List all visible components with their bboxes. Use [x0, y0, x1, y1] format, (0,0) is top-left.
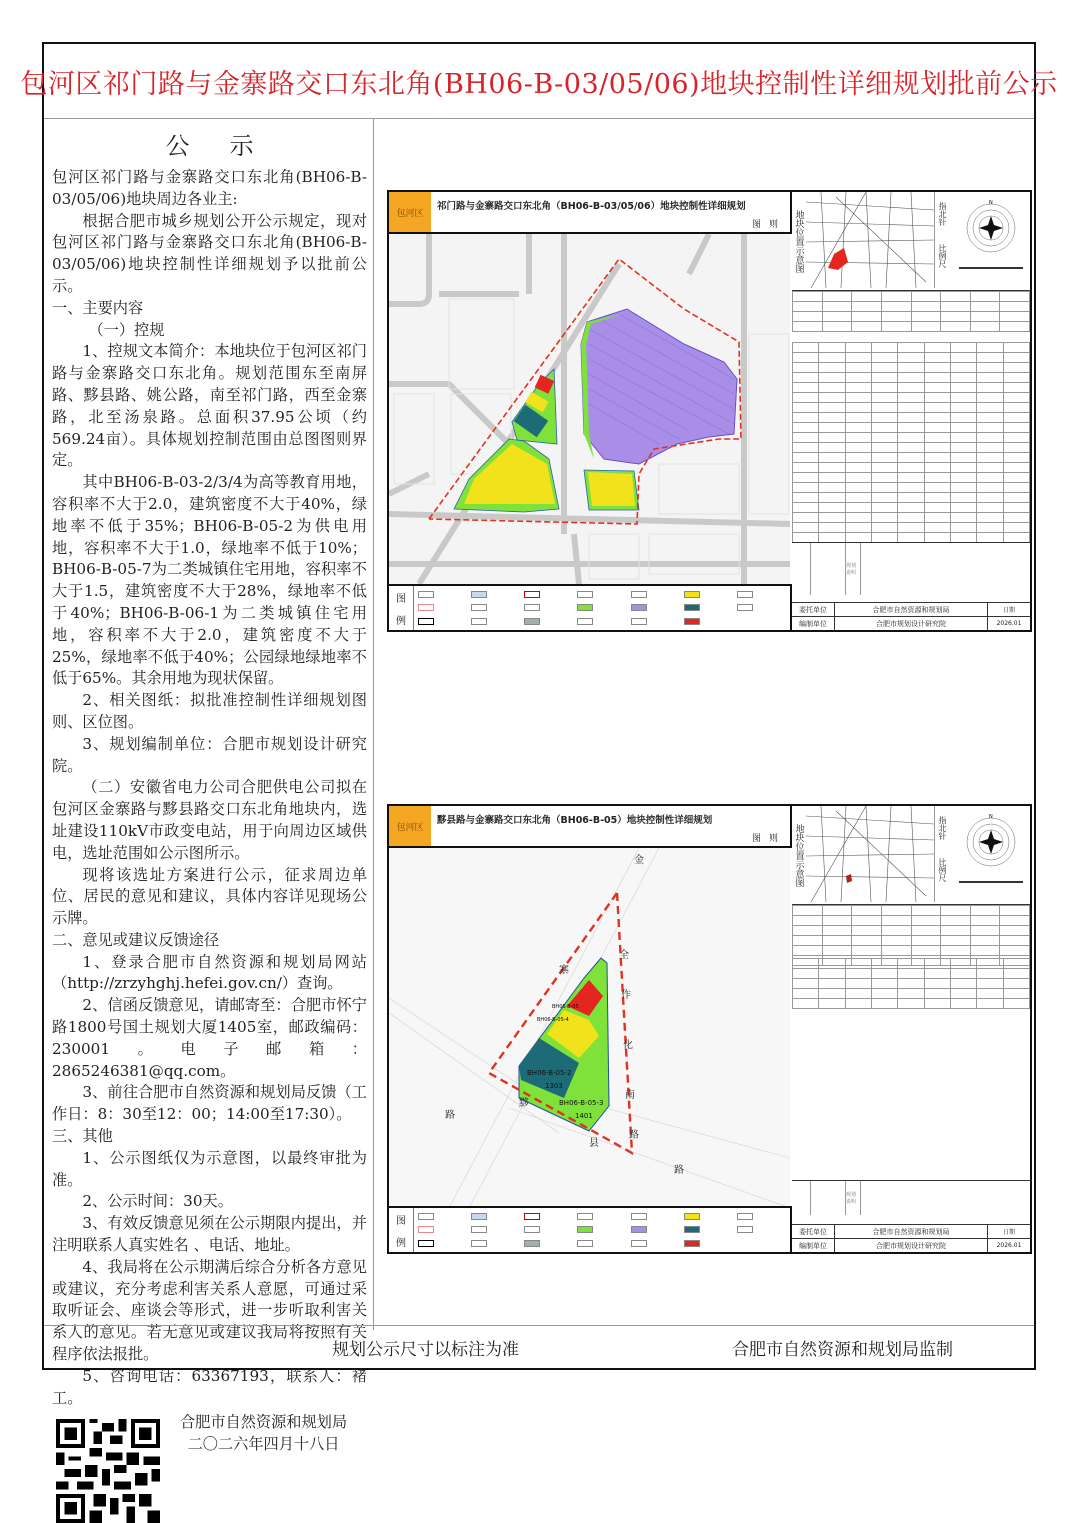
notice-paragraph: 三、其他: [52, 1127, 113, 1146]
notice-paragraph: （一）控规: [88, 320, 165, 339]
notice-text-column: [44, 118, 374, 1454]
drawing-subtitle: 图则: [751, 834, 786, 844]
compass-label: 指北针: [938, 816, 947, 840]
plan-drawing-2: [387, 804, 1032, 1254]
svg-text:BH06-B-05-4: BH06-B-05-4: [537, 1017, 569, 1023]
notice-paragraph: 2、相关图纸：拟批准控制性详细规划图则、区位图。: [52, 691, 367, 731]
notice-paragraph: 二、意见或建议反馈途径: [52, 930, 220, 949]
plan-map[interactable]: [389, 234, 790, 584]
date-label: 日期: [1002, 607, 1015, 614]
drawing-header: [389, 806, 792, 848]
notice-paragraph: 1、公示图纸仅为示意图，以最终审批为准。: [52, 1148, 367, 1189]
client-label: 委托单位: [792, 603, 835, 616]
control-index-table: [792, 905, 1030, 966]
client-value: 合肥市自然资源和规划局: [835, 1225, 988, 1238]
notice-heading: 公示: [165, 132, 294, 160]
notice-paragraph: 3、前往合肥市自然资源和规划局反馈（工作日：8：30至12：00；14:00至17:30）。: [52, 1083, 367, 1124]
drawing-title: 祁门路与金寨路交口东北角（BH06-B-03/05/06）地块控制性详细规划: [437, 201, 746, 212]
client-value: 合肥市自然资源和规划局: [835, 603, 988, 616]
signature-block: [52, 1413, 367, 1523]
location-block: [792, 806, 1030, 905]
location-block: [792, 192, 1030, 291]
date-label: 日期: [1002, 1229, 1015, 1236]
legend-grid: [414, 586, 790, 630]
svg-text:BH06-B-05: BH06-B-05: [552, 1004, 579, 1010]
drawing-sidebar: [792, 192, 1030, 630]
svg-text:全: 全: [619, 950, 629, 961]
location-minimap[interactable]: [806, 192, 935, 288]
planning-notes-footer: [792, 1180, 1030, 1215]
svg-text:1303: 1303: [545, 1082, 563, 1090]
scale-label: 比例尺: [938, 244, 947, 268]
scale-bar: [957, 878, 1027, 892]
location-map-label: 地块位置示意图: [793, 209, 804, 273]
notes-label: 规划说明: [846, 543, 861, 595]
svg-text:南: 南: [625, 1090, 635, 1101]
plan-map[interactable]: [389, 848, 790, 1208]
author-label: 编制单位: [792, 1239, 835, 1252]
author-value: 合肥市规划设计研究院: [835, 617, 988, 630]
legend-grid: [414, 1208, 790, 1252]
legend-label-top: 图: [396, 593, 406, 605]
footer-note: 规划公示尺寸以标注为准: [332, 1339, 519, 1360]
svg-text:N: N: [989, 200, 993, 206]
date-value: 2026.01: [996, 1242, 1022, 1249]
author-label: 编制单位: [792, 617, 835, 630]
notice-paragraph: 1、控规文本简介：本地块位于包河区祁门路与金寨路交口东北角。规划范围东至南屏路、黟县路、姚公路，南至祁门路，西至金寨路，北至汤泉路。总面积37.95公顷（约569.24亩）。具体规划控制范围由总图图则界定。: [52, 342, 367, 470]
notice-paragraph: 2、公示时间：30天。: [82, 1192, 233, 1211]
drawing-header: [389, 192, 792, 234]
notice-paragraph: 5、咨询电话：63367193，联系人：褚工。: [52, 1366, 367, 1407]
notice-paragraph: 根据合肥市城乡规划公开公示规定，现对包河区祁门路与金寨路交口东北角(BH06-B-03/05/06)地块控制性详细规划予以批前公示。: [52, 211, 367, 295]
location-minimap[interactable]: [806, 806, 935, 902]
footer: [44, 1325, 1034, 1368]
notice-paragraph: 3、规划编制单位：合肥市规划设计研究院。: [52, 734, 367, 775]
district-badge: 包河区: [389, 192, 431, 232]
signature-date: 二〇二六年四月十八日: [187, 1435, 340, 1454]
legend-label-bottom: 例: [396, 1237, 406, 1249]
north-arrow-icon: [961, 812, 1021, 868]
svg-text:黟: 黟: [519, 1098, 529, 1109]
notice-paragraph: （二）安徽省电力公司合肥供电公司拟在包河区金寨路与黟县路交口东北角地块内，选址建设110kV市政变电站，用于向周边区域供电，选址范围如公示图所示。: [52, 778, 367, 862]
svg-text:作: 作: [621, 990, 631, 1001]
svg-text:寨: 寨: [559, 965, 569, 976]
legend-label-bottom: 例: [396, 615, 406, 627]
compass-label: 指北针: [938, 202, 947, 226]
svg-text:路: 路: [674, 1165, 684, 1176]
svg-text:金: 金: [634, 855, 644, 866]
notice-paragraph: 4、我局将在公示期满后综合分析各方意见或建议，充分考虑利害关系人意愿，可通过采取听证会、座谈会等形式，进一步听取利害关系人的意见。若无意见或建议我局将按照有关程序依法报批。: [52, 1257, 367, 1364]
scale-bar: [957, 264, 1027, 278]
plan-drawing-1: [387, 190, 1032, 632]
land-use-table: [792, 342, 1030, 543]
notice-board: [20, 42, 1058, 1454]
notice-paragraph: 包河区祁门路与金寨路交口东北角(BH06-B-03/05/06)地块周边各业主:: [52, 168, 367, 208]
north-arrow-icon: [961, 198, 1021, 254]
svg-text:N: N: [989, 814, 993, 820]
footer-issuer: 合肥市自然资源和规划局监制: [732, 1339, 953, 1360]
notice-body: [52, 167, 367, 1409]
svg-text:1401: 1401: [575, 1112, 593, 1120]
notice-paragraph: 1、登录合肥市自然资源和规划局网站（http://zrzyhghj.hefei.gov.cn/）查询。: [52, 952, 367, 993]
location-map-label: 地块位置示意图: [793, 823, 804, 887]
signature-table: [792, 1224, 1030, 1252]
legend: [389, 1206, 792, 1252]
land-use-table: [792, 958, 1030, 1009]
qr-code[interactable]: [56, 1419, 160, 1523]
drawing-subtitle: 图则: [751, 220, 786, 230]
svg-text:县: 县: [589, 1138, 599, 1149]
svg-text:化: 化: [623, 1040, 633, 1051]
signature: [160, 1411, 367, 1523]
district-badge: 包河区: [389, 806, 431, 846]
notice-paragraph: 2、信函反馈意见，请邮寄至：合肥市怀宁路1800号国土规划大厦1405室，邮政编码：230001。电子邮箱：2865246381@qq.com。: [52, 996, 367, 1080]
drawing-title: 黟县路与金寨路交口东北角（BH06-B-05）地块控制性详细规划: [437, 815, 713, 826]
legend-label-top: 图: [396, 1215, 406, 1227]
signature-org: 合肥市自然资源和规划局: [179, 1413, 348, 1432]
client-label: 委托单位: [792, 1225, 835, 1238]
planning-notes: [792, 542, 1030, 595]
drawing-sidebar: [792, 806, 1030, 1252]
notice-paragraph: 3、有效反馈意见须在公示期限内提出，并注明联系人真实姓名 、电话、地址。: [52, 1214, 367, 1255]
svg-text:路: 路: [629, 1130, 639, 1141]
scale-label: 比例尺: [938, 858, 947, 882]
notes-label: 规划说明: [846, 1181, 861, 1215]
author-value: 合肥市规划设计研究院: [835, 1239, 988, 1252]
parcel-label: BH06-B-05-2: [527, 1069, 572, 1077]
signature-table: [792, 602, 1030, 630]
notice-paragraph: 现将该选址方案进行公示，征求周边单位、居民的意见和建议，具体内容详见现场公示牌。: [52, 865, 367, 928]
title-bar: [20, 44, 1058, 119]
notice-paragraph: 一、主要内容: [52, 298, 144, 317]
notice-paragraph: 其中BH06-B-03-2/3/4为高等教育用地，容积率不大于2.0，建筑密度不大于40%，绿地率不低于35%；BH06-B-05-2为供电用地，容积率不大于1.0，绿地率不低于10%；BH06-B-05-7为二类城镇住宅用地，容积率不大于1.5，建筑密度不大于28%，绿地率不低于40%；BH06-B-06-1为二类城镇住宅用地，容积率不大于2.0，建筑密度不大于25%，绿地率不低于40%；公园绿地绿地率不低于65%。其余用地为现状保留。: [52, 473, 367, 688]
date-value: 2026.01: [996, 620, 1022, 627]
svg-text:BH06-B-05-3: BH06-B-05-3: [559, 1099, 604, 1107]
page-title: 包河区祁门路与金寨路交口东北角(BH06-B-03/05/06)地块控制性详细规划批前公示: [20, 68, 1058, 100]
svg-text:路: 路: [445, 1110, 455, 1121]
control-index-table: [792, 291, 1030, 332]
legend: [389, 584, 792, 630]
